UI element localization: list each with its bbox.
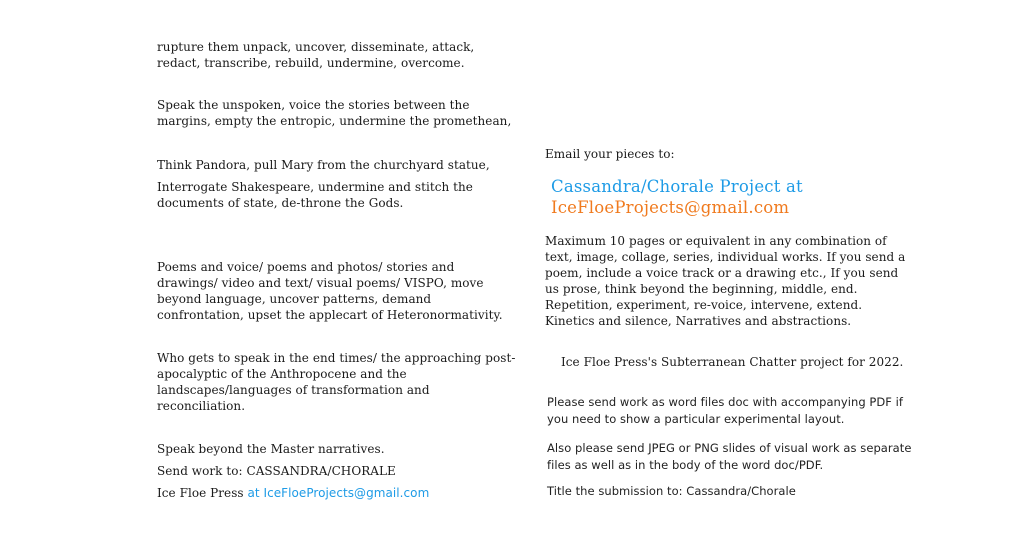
- text-block-2: Speak the unspoken, voice the stories between the margins, empty the entropic, undermine the promethean,: [157, 98, 512, 128]
- format-note: Please send work as word files doc with accompanying PDF if you need to show a particular experimental layout.: [547, 395, 903, 426]
- text-block-8: Send work to: CASSANDRA/CHORALE: [157, 464, 396, 478]
- text-block-3: Think Pandora, pull Mary from the churchyard statue,: [157, 158, 490, 172]
- email-link[interactable]: at IceFloeProjects@gmail.com: [247, 486, 430, 500]
- project-line: Ice Floe Press's Subterranean Chatter project for 2022.: [561, 355, 904, 369]
- text-block-7: Speak beyond the Master narratives.: [157, 442, 385, 456]
- project-email-link[interactable]: IceFloeProjects@gmail.com: [551, 198, 790, 217]
- email-intro: Email your pieces to:: [545, 147, 675, 161]
- text-block-4: Interrogate Shakespeare, undermine and stitch the documents of state, de-throne the Gods.: [157, 180, 473, 210]
- text-block-1: rupture them unpack, uncover, disseminate, attack, redact, transcribe, rebuild, undermine, overcome.: [157, 40, 475, 70]
- text-block-5: Poems and voice/ poems and photos/ stories and drawings/ video and text/ visual poems/ VISPO, move beyond language, uncover patterns, demand confrontation, upset the applecart of Heteronormativity.: [157, 260, 503, 322]
- publisher-name: Ice Floe Press: [157, 486, 248, 500]
- text-block-6: Who gets to speak in the end times/ the approaching post- apocalyptic of the Anthropocene and the landscapes/languages of transformation and reconciliation.: [157, 351, 516, 413]
- text-block-9: [157, 485, 429, 501]
- project-heading: [551, 176, 803, 218]
- title-note: Title the submission to: Cassandra/Chorale: [547, 484, 796, 498]
- submission-guidelines: Maximum 10 pages or equivalent in any combination of text, image, collage, series, individual works. If you send a poem, include a voice track or a drawing etc., If you send us prose, think beyond the beginning, middle, end. Repetition, experiment, re-voice, intervene, extend. Kinetics and silence, Narratives and abstractions.: [545, 234, 906, 328]
- slides-note: Also please send JPEG or PNG slides of visual work as separate files as well as in the body of the word doc/PDF.: [547, 441, 912, 472]
- project-title: Cassandra/Chorale Project at: [551, 177, 803, 196]
